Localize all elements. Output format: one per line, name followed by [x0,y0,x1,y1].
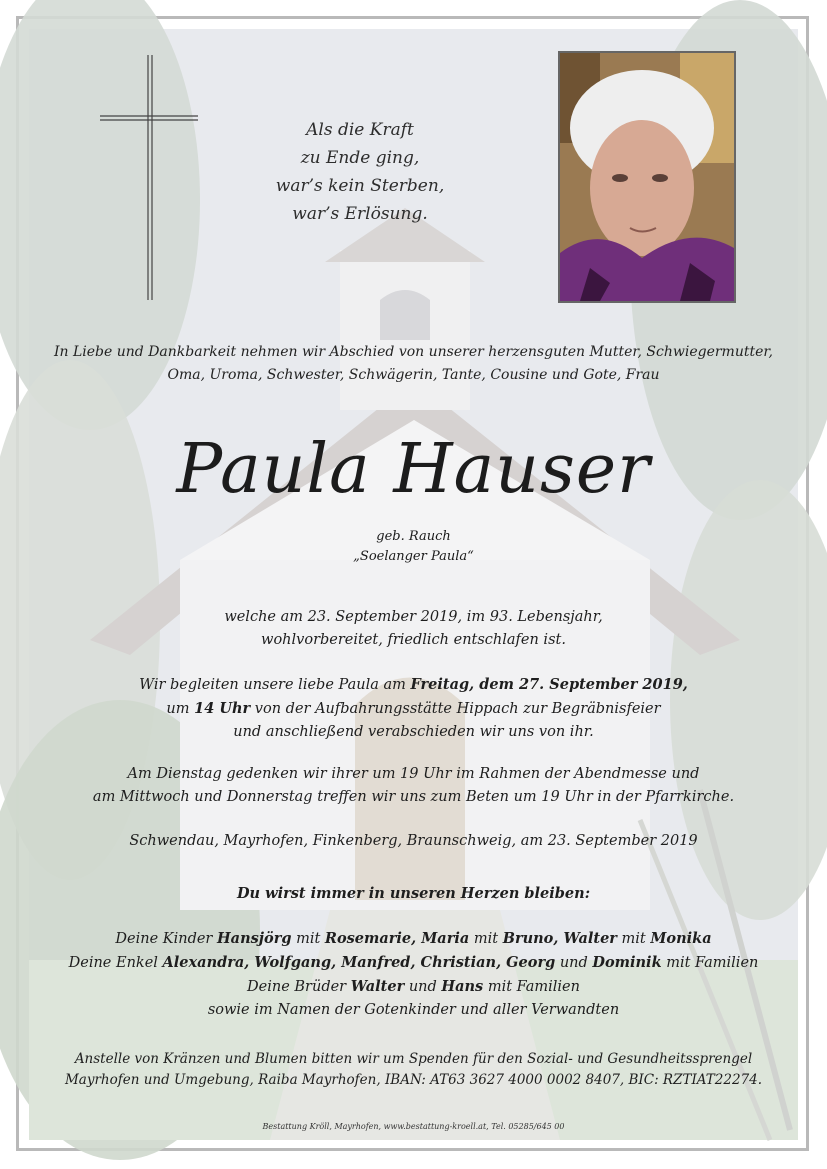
intro-line: Oma, Uroma, Schwester, Schwägerin, Tante, Cousine und Gote, Frau [167,367,660,383]
funeral-text: um [166,701,195,717]
funeral-line-1 [40,673,787,697]
donation-line: Mayrhofen und Umgebung, Raiba Mayrhofen, IBAN: AT63 3627 4000 0002 8407, BIC: RZTIAT22274. [64,1072,763,1088]
poem-line: Als die Kraft [306,120,414,140]
family-member: Monika [650,930,712,947]
family-member: Bruno, [502,930,559,947]
family-text: mit Familien [661,955,759,971]
brothers-line [40,975,787,999]
death-line: wohlvorbereitet, friedlich entschlafen ist. [261,632,566,648]
family-member: Hansjörg [216,930,292,947]
donation-line: Anstelle von Kränzen und Blumen bitten wir um Spenden für den Sozial- und Gesundheitssprengel [74,1051,753,1067]
family-member: Dominik [592,954,662,971]
family-list [40,927,787,1022]
family-member: Alexandra, Wolfgang, Manfred, Christian, Georg [162,954,556,971]
family-text: und [555,955,593,971]
birth-name [40,527,787,567]
death-notice [40,606,787,652]
family-text: Deine Kinder [115,931,217,947]
intro-text [40,341,787,387]
poem-line: zu Ende ging, [300,148,420,168]
funeral-text: Wir begleiten unsere liebe Paula am [139,677,411,693]
grandchildren-line [40,951,787,975]
funeral-date: Freitag, dem 27. September 2019, [410,676,688,693]
family-text: mit [469,931,503,947]
family-text: mit [616,931,651,947]
funeral-time: 14 Uhr [194,700,251,717]
funeral-line-3: und anschließend verabschieden wir uns von ihr. [233,724,594,740]
funeral-home-footer: Bestattung Kröll, Mayrhofen, www.bestattung-kroell.at, Tel. 05285/645 00 [262,1122,565,1131]
family-text: mit Familien [483,979,580,995]
portrait-photo [558,51,736,303]
funeral-text: von der Aufbahrungsstätte Hippach zur Begräbnisfeier [250,701,661,717]
family-member: Hans [441,978,484,995]
intro-line: In Liebe und Dankbarkeit nehmen wir Abschied von unserer herzensguten Mutter, Schwiegermutter, [54,344,773,360]
place-date: Schwendau, Mayrhofen, Finkenberg, Braunschweig, am 23. September 2019 [129,833,698,849]
family-text: Deine Enkel [68,955,163,971]
poem-line: war’s Erlösung. [292,204,428,224]
family-text: und [404,979,442,995]
family-text: mit [291,931,325,947]
children-line [40,927,787,951]
death-line: welche am 23. September 2019, im 93. Lebensjahr, [224,609,603,625]
portrait-image [560,53,734,301]
family-member: Rosemarie, [324,930,417,947]
mass-line: Am Dienstag gedenken wir ihrer um 19 Uhr im Rahmen der Abendmesse und [127,766,700,782]
memorial-phrase: Du wirst immer in unseren Herzen bleiben: [236,885,591,902]
nickname: „Soelanger Paula“ [353,549,474,564]
family-member: Walter [350,978,405,995]
funeral-line-2 [40,697,787,721]
cross-icon [95,50,215,310]
deceased-name: Paula Hauser [176,430,651,509]
mass-notice [40,763,787,809]
poem [230,116,490,228]
family-member: Maria [416,930,470,947]
family-member: Walter [558,930,617,947]
maiden-name: geb. Rauch [376,529,451,544]
relatives-line: sowie im Namen der Gotenkinder und aller Verwandten [207,1002,620,1018]
funeral-notice [40,673,787,744]
family-text: Deine Brüder [247,979,351,995]
poem-line: war’s kein Sterben, [275,176,445,196]
mass-line: am Mittwoch und Donnerstag treffen wir uns zum Beten um 19 Uhr in der Pfarrkirche. [92,789,735,805]
donation-notice [40,1049,787,1091]
